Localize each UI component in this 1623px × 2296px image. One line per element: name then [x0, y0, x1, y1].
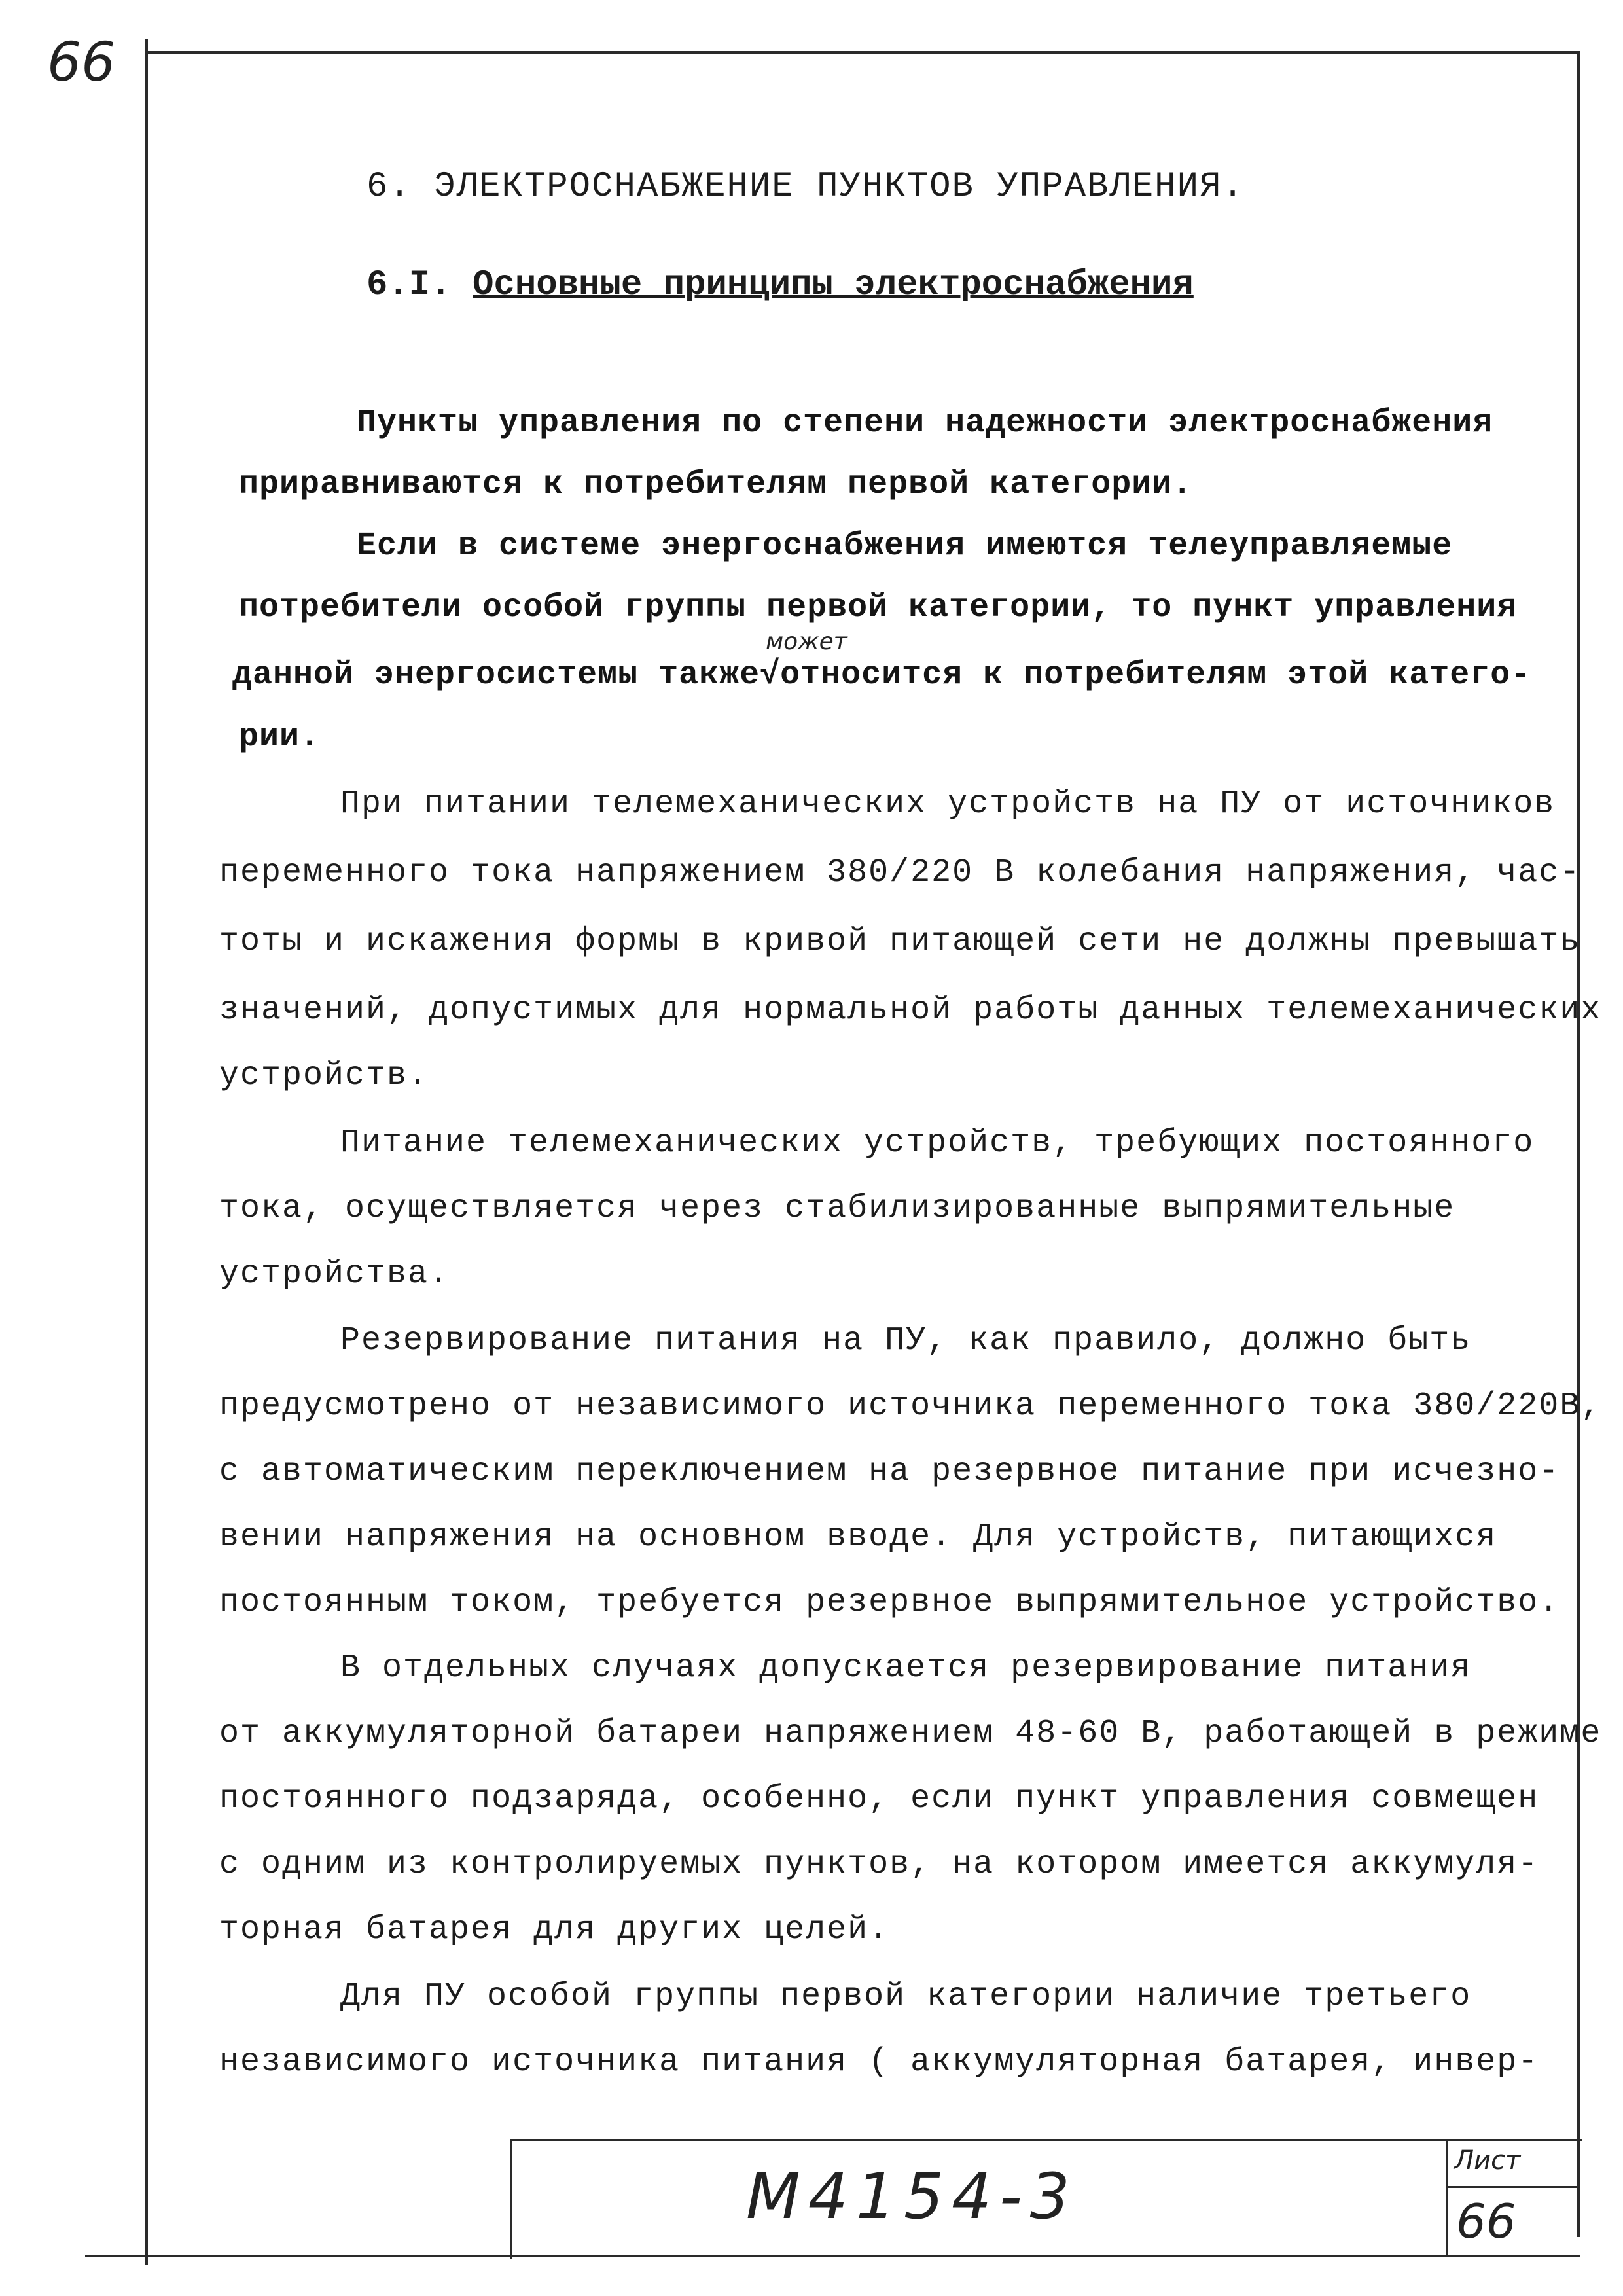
- body-line: тока, осуществляется через стабилизированные выпрямительные: [219, 1190, 1455, 1227]
- bold-line: Пункты управления по степени надежности электроснабжения: [357, 404, 1493, 442]
- body-line: Питание телемеханических устройств, требующих постоянного: [340, 1124, 1535, 1162]
- body-line: постоянным током, требуется резервное выпрямительное устройство.: [219, 1584, 1560, 1621]
- frame-right-line: [1577, 51, 1580, 2237]
- sheet-label: Лист: [1454, 2145, 1521, 2176]
- body-line: тоты и искажения формы в кривой питающей сети не должны превышать: [219, 923, 1581, 960]
- bold-line: потребители особой группы первой категории, то пункт управления: [239, 589, 1518, 626]
- subsection-number: 6.I.: [366, 265, 452, 305]
- body-line: от аккумуляторной батареи напряжением 48-60 В, работающей в режиме: [219, 1715, 1602, 1752]
- body-line: вении напряжения на основном вводе. Для устройств, питающихся: [219, 1518, 1497, 1556]
- body-line: устройств.: [219, 1057, 429, 1094]
- bold-line: приравниваются к потребителям первой категории.: [239, 466, 1193, 503]
- subsection-heading: [366, 265, 1194, 305]
- body-line: с автоматическим переключением на резервное питание при исчезно-: [219, 1453, 1560, 1490]
- frame-left-line: [145, 39, 148, 2265]
- body-line: постоянного подзаряда, особенно, если пункт управления совмещен: [219, 1780, 1539, 1818]
- handwritten-insertion: может: [766, 628, 847, 655]
- bold-line: Если в системе энергоснабжения имеются телеуправляемые: [357, 528, 1453, 565]
- bold-line: рии.: [239, 719, 321, 756]
- document-code: М4154-3: [746, 2160, 1078, 2233]
- body-line: торная батарея для других целей.: [219, 1911, 890, 1948]
- body-line: В отдельных случаях допускается резервирование питания: [340, 1649, 1472, 1687]
- body-line: значений, допустимых для нормальной работы данных телемеханических: [219, 992, 1602, 1029]
- body-line: с одним из контролируемых пунктов, на котором имеется аккумуля-: [219, 1846, 1539, 1883]
- body-line: независимого источника питания ( аккумуляторная батарея, инвер-: [219, 2043, 1539, 2081]
- subsection-title: Основные принципы электроснабжения: [473, 265, 1194, 305]
- sheet-cell-divider: [1446, 2186, 1577, 2188]
- corner-page-number: 66: [47, 31, 116, 94]
- sheet-number: 66: [1456, 2194, 1516, 2249]
- section-heading: 6. ЭЛЕКТРОСНАБЖЕНИЕ ПУНКТОВ УПРАВЛЕНИЯ.: [366, 167, 1245, 207]
- body-line: предусмотрено от независимого источника переменного тока 380/220В,: [219, 1388, 1602, 1425]
- body-line: Резервирование питания на ПУ, как правило, должно быть: [340, 1322, 1472, 1359]
- body-line: При питании телемеханических устройств на ПУ от источников: [340, 785, 1556, 823]
- frame-top-line: [145, 51, 1580, 54]
- body-line: Для ПУ особой группы первой категории наличие третьего: [340, 1978, 1472, 2015]
- body-line: переменного тока напряжением 380/220 В колебания напряжения, час-: [219, 854, 1581, 891]
- bold-line: данной энергосистемы также√относится к потребителям этой катего-: [232, 656, 1531, 694]
- body-line: устройства.: [219, 1255, 450, 1293]
